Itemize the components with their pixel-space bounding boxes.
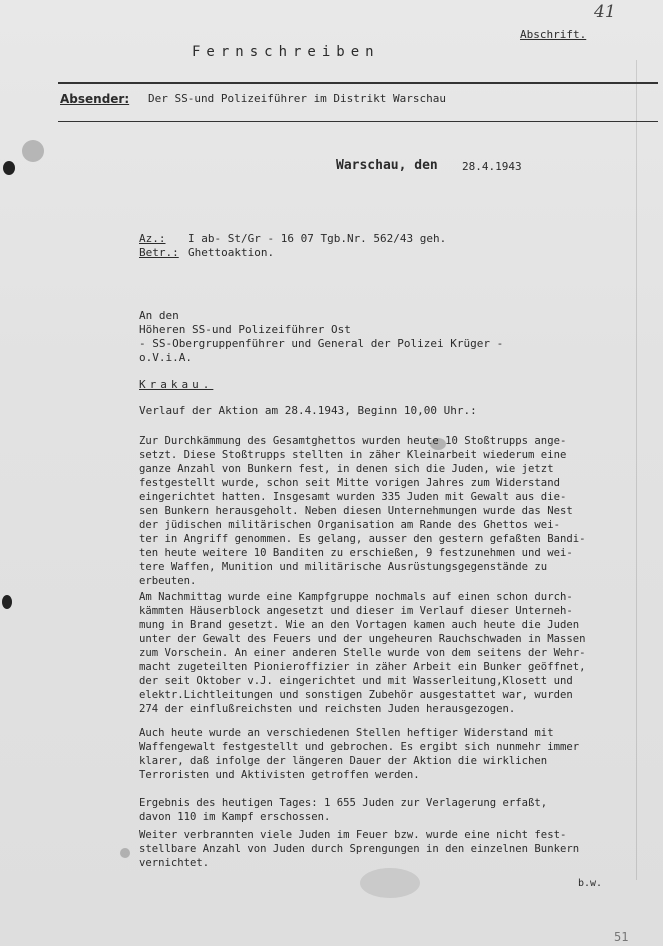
recipient-line: - SS-Obergruppenführer und General der Polizei Krüger -	[139, 337, 504, 350]
reference-betr-text: Ghettoaktion.	[188, 246, 275, 259]
page-number: 41	[594, 2, 616, 22]
header-rule-top	[58, 82, 658, 84]
text-line: eingerichtet hatten. Insgesamt wurden 335 Juden mit Gewalt aus die-	[139, 491, 567, 503]
text-line: Weiter verbrannten viele Juden im Feuer bzw. wurde eine nicht fest-	[139, 829, 567, 841]
reference-az-label: Az.:	[139, 232, 166, 245]
smudge-mark	[22, 140, 44, 162]
text-line: setzt. Diese Stoßtrupps stellten in zäher Kleinarbeit wiederum eine	[139, 449, 567, 461]
text-line: Am Nachmittag wurde eine Kampfgruppe nochmals auf einen schon durch-	[139, 591, 573, 603]
document-title: Fernschreiben	[192, 44, 380, 60]
text-line: davon 110 im Kampf erschossen.	[139, 811, 331, 823]
text-line: erbeuten.	[139, 575, 197, 587]
sender-label: Absender:	[60, 92, 130, 106]
recipient-line: o.V.i.A.	[139, 351, 192, 364]
text-line: tere Waffen, Munition und militärische Ausrüstungsgegenstände zu	[139, 561, 548, 573]
recipient-city: Krakau.	[139, 378, 214, 391]
dateline-place: Warschau, den	[336, 158, 438, 173]
paragraph-1	[139, 434, 659, 588]
text-line: ten heute weitere 10 Banditen zu erschießen, 9 festzunehmen und wei-	[139, 547, 573, 559]
paragraph-3	[139, 726, 659, 782]
text-line: Auch heute wurde an verschiedenen Stellen heftiger Widerstand mit	[139, 727, 554, 739]
footer-stamp: 51	[614, 930, 629, 944]
recipient-line: An den	[139, 309, 179, 322]
sender-text: Der SS-und Polizeiführer im Distrikt Warschau	[148, 92, 447, 105]
reference-az-text: I ab- St/Gr - 16 07 Tgb.Nr. 562/43 geh.	[188, 232, 447, 245]
reference-betr-label: Betr.:	[139, 246, 179, 259]
report-heading: Verlauf der Aktion am 28.4.1943, Beginn 10,00 Uhr.:	[139, 404, 477, 417]
text-line: 274 der einflußreichsten und reichsten Juden herausgezogen.	[139, 703, 516, 715]
dateline-date: 28.4.1943	[462, 160, 522, 173]
stain-mark	[360, 868, 420, 898]
text-line: mung in Brand gesetzt. Wie an den Vortagen kamen auch heute die Juden	[139, 619, 580, 631]
ink-blot	[120, 848, 130, 858]
paragraph-4	[139, 796, 659, 824]
text-line: stellbare Anzahl von Juden durch Sprengungen in den einzelnen Bunkern	[139, 843, 580, 855]
text-line: ganze Anzahl von Bunkern fest, in denen sich die Juden, wie jetzt	[139, 463, 554, 475]
text-line: sen Bunkern herausgeholt. Neben diesen Unternehmungen wurde das Nest	[139, 505, 573, 517]
continued-mark: b.w.	[578, 878, 603, 889]
copy-mark: Abschrift.	[520, 28, 587, 41]
ink-blot	[430, 438, 446, 450]
text-line: der jüdischen militärischen Organisation am Rande des Ghettos wei-	[139, 519, 560, 531]
text-line: Ergebnis des heutigen Tages: 1 655 Juden zur Verlagerung erfaßt,	[139, 797, 548, 809]
text-line: kämmten Häuserblock angesetzt und dieser im Verlauf dieser Unterneh-	[139, 605, 573, 617]
text-line: unter der Gewalt des Feuers und der ungeheuren Rauchschwaden in Massen	[139, 633, 586, 645]
text-line: klarer, daß infolge der längeren Dauer der Aktion die wirklichen	[139, 755, 548, 767]
text-line: ter in Angriff genommen. Es gelang, ausser den gestern gefaßten Bandi-	[139, 533, 586, 545]
text-line: zum Vorschein. An einer anderen Stelle wurde von dem seitens der Wehr-	[139, 647, 586, 659]
text-line: der seit Oktober v.J. eingerichtet und mit Wasserleitung,Klosett und	[139, 675, 573, 687]
recipient-line: Höheren SS-und Polizeiführer Ost	[139, 323, 351, 336]
paragraph-2	[139, 590, 659, 716]
paragraph-5	[139, 828, 659, 870]
punch-hole-icon	[3, 161, 15, 175]
text-line: Terroristen und Aktivisten getroffen werden.	[139, 769, 420, 781]
text-line: festgestellt wurde, schon seit Mitte vorigen Jahres zum Widerstand	[139, 477, 560, 489]
header-rule-bottom	[58, 121, 658, 122]
text-line: vernichtet.	[139, 857, 210, 869]
text-line: elektr.Lichtleitungen und sonstigen Zubehör ausgestattet war, wurden	[139, 689, 573, 701]
text-line: Zur Durchkämmung des Gesamtghettos wurden heute 10 Stoßtrupps ange-	[139, 435, 567, 447]
text-line: Waffengewalt festgestellt und gebrochen. Es ergibt sich nunmehr immer	[139, 741, 580, 753]
punch-hole-icon	[2, 595, 12, 609]
text-line: macht zugeteilten Pionieroffizier in zäher Arbeit ein Bunker geöffnet,	[139, 661, 586, 673]
